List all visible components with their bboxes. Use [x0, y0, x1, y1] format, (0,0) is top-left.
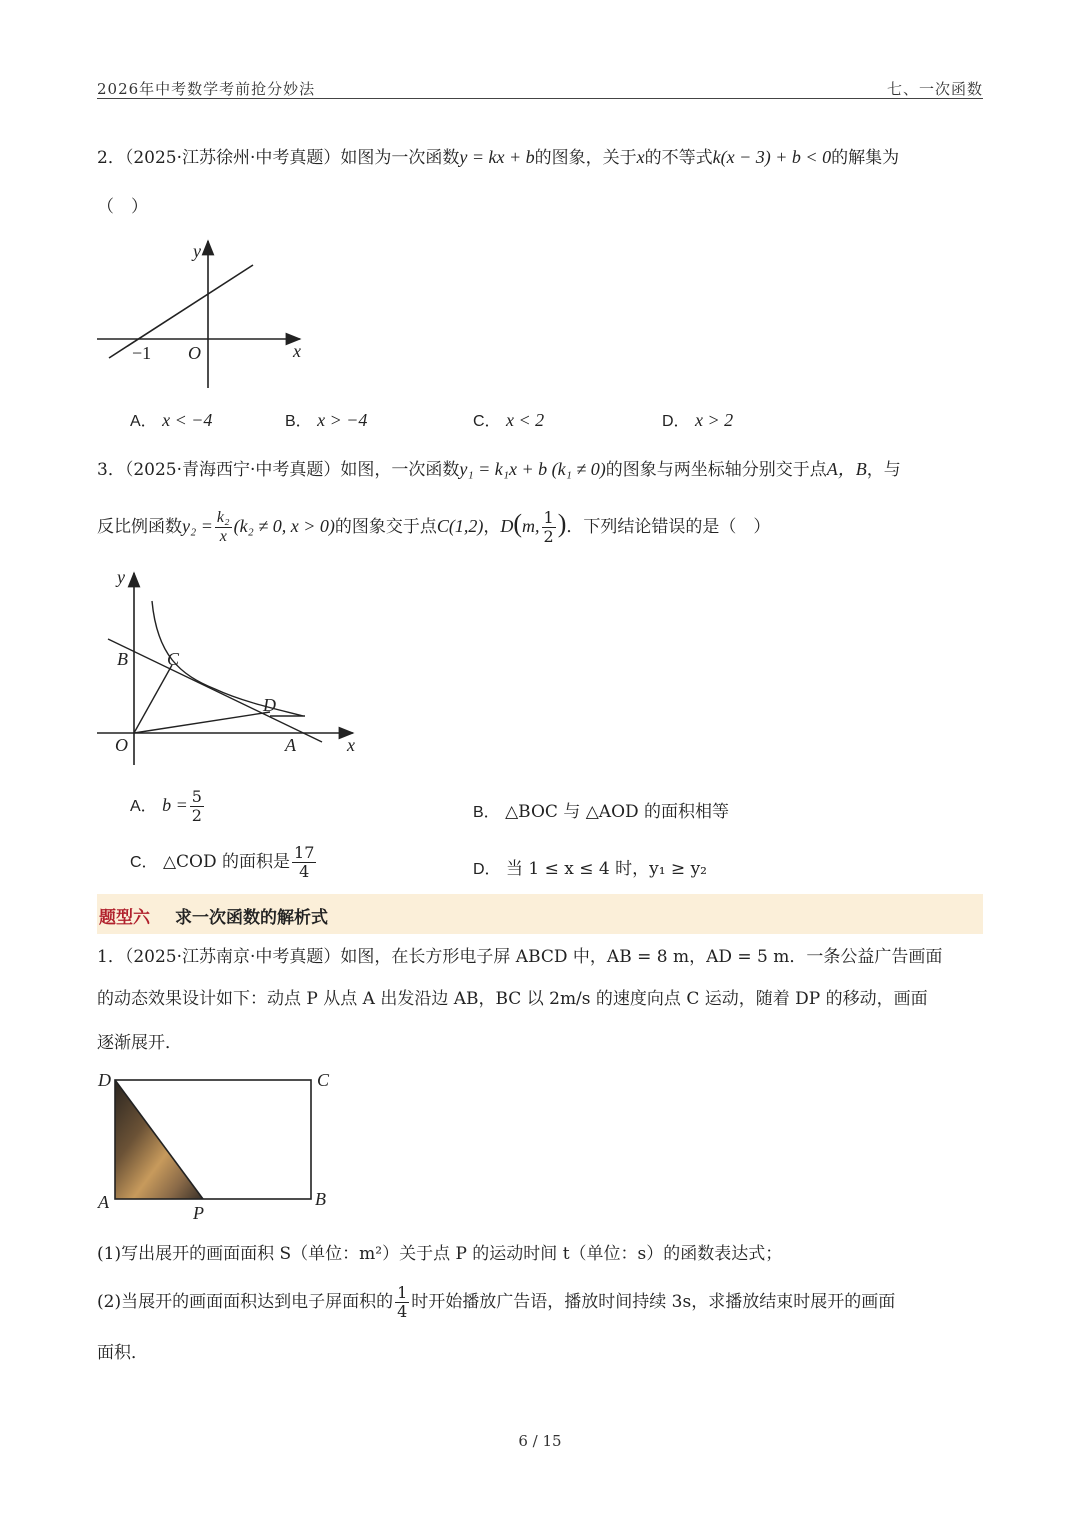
q3-option-a-text: b =	[162, 795, 188, 815]
q3-segment-od	[134, 712, 270, 733]
q2-text-a: 如图为一次函数	[340, 148, 460, 168]
q3-option-b-letter: B．	[473, 804, 500, 821]
q3-x-label: x	[347, 735, 355, 755]
q3-source: （2025·青海西宁·中考真题）	[124, 460, 341, 480]
q1-stem-line2: 的动态效果设计如下：动点 P 从点 A 出发沿边 AB，BC 以 2m/s 的速度向点 C 运动，随着 DP 的移动，画面	[97, 989, 928, 1009]
q3-point-d: D	[500, 516, 514, 536]
q1-line1: 如图，在长方形电子屏 ABCD 中，AB = 8 m，AD = 5 m．一条公益广告画面	[340, 947, 943, 967]
q3-linear-function: y₁ = k₁x + b (k₁ ≠ 0)	[459, 459, 606, 479]
q3-origin-label: O	[115, 735, 128, 755]
q3-option-d-letter: D．	[473, 861, 501, 878]
q3-paren-open: (	[513, 509, 522, 538]
section-banner	[97, 894, 983, 934]
q3-line1-a: 如图，一次函数	[340, 460, 460, 480]
q1-label-b: B	[315, 1189, 326, 1209]
q3-option-c-text: △COD 的面积是	[162, 852, 291, 872]
q2-text-c: 的不等式	[644, 148, 713, 168]
q3-label-c: C	[167, 649, 180, 669]
q2-option-c-letter: C．	[473, 413, 501, 430]
header-title: 2026年中考数学考前抢分妙法	[97, 80, 316, 98]
q1-part2-b: 时开始播放广告语，播放时间持续 3s，求播放结束时展开的画面	[411, 1292, 896, 1312]
q3-condition: (k₂ ≠ 0, x > 0)	[233, 516, 335, 536]
q1-part2-num: 1	[397, 1283, 408, 1302]
q3-option-c	[130, 844, 318, 881]
q2-var-x: x	[636, 147, 645, 167]
q3-k2-fraction	[215, 509, 232, 546]
q1-label-c: C	[317, 1070, 330, 1090]
q3-line2-b: 的图象交于点	[334, 517, 437, 537]
q2-option-c-text: x < 2	[505, 410, 545, 430]
q1-label-p: P	[193, 1203, 204, 1223]
q1-label-d: D	[98, 1070, 111, 1090]
q3-label-b: B	[117, 649, 128, 669]
q3-d-den: 2	[543, 527, 554, 546]
q3-paren-close: )	[557, 509, 567, 538]
q3-graph	[95, 565, 365, 770]
q3-line1-b: 的图象与两坐标轴分别交于点	[605, 460, 827, 480]
q3-option-a	[130, 788, 206, 825]
q3-option-b-text: △BOC 与 △AOD 的面积相等	[505, 802, 730, 822]
q1-number: 1．	[97, 947, 125, 967]
q3-points-ab: A，B	[826, 459, 867, 479]
q2-option-a-text: x < −4	[162, 410, 213, 430]
q2-x-label: x	[293, 341, 301, 361]
q3-label-a: A	[285, 735, 296, 755]
q3-point-c: C(1,2)	[436, 516, 484, 536]
q3-option-d	[473, 854, 707, 879]
q2-option-d-text: x > 2	[694, 410, 734, 430]
q3-stem-line1	[97, 456, 901, 483]
q3-option-c-num: 17	[294, 843, 315, 862]
q3-option-c-den: 4	[299, 862, 310, 881]
q2-option-a-letter: A．	[130, 413, 157, 430]
q1-stem-line1	[97, 944, 942, 970]
q1-part2-line1	[97, 1280, 895, 1324]
q3-label-d: D	[263, 695, 276, 715]
q2-option-d-letter: D．	[662, 413, 690, 430]
q2-option-c	[473, 408, 544, 431]
q2-source: （2025·江苏徐州·中考真题）	[124, 148, 341, 168]
q1-part2-line2: 面积．	[97, 1343, 148, 1363]
q3-segment-oc	[134, 665, 172, 733]
q2-inequality: k(x − 3) + b < 0	[712, 147, 832, 167]
page-number: 6 / 15	[518, 1432, 562, 1450]
q2-function-line	[109, 265, 253, 358]
section-title: 求一次函数的解析式	[175, 908, 328, 928]
q3-option-a-fraction	[190, 788, 204, 825]
q3-d-m: m,	[522, 516, 540, 536]
q2-option-b-text: x > −4	[317, 410, 368, 430]
q3-k2-den: x	[219, 528, 227, 545]
section-tag: 题型六	[99, 908, 150, 928]
q3-sep: ，	[483, 517, 501, 537]
q2-option-b-letter: B．	[285, 413, 312, 430]
q3-line-y1	[108, 639, 322, 742]
q1-source: （2025·江苏南京·中考真题）	[124, 947, 341, 967]
q3-k2-num: k₂	[216, 509, 230, 526]
q2-y-label: y	[193, 241, 201, 261]
q1-part2-a: (2)当展开的画面面积达到电子屏面积的	[97, 1292, 394, 1312]
q1-stem-line3: 逐渐展开．	[97, 1033, 182, 1053]
q3-y-label: y	[117, 567, 125, 587]
q3-number: 3．	[97, 460, 125, 480]
q2-option-d	[662, 408, 733, 431]
q3-option-b	[473, 797, 729, 822]
q1-part2-fraction	[395, 1284, 409, 1321]
q3-option-a-num: 5	[191, 787, 202, 806]
q3-d-num: 1	[543, 508, 554, 527]
q1-part1: (1)写出展开的画面面积 S（单位：m²）关于点 P 的运动时间 t（单位：s）的函数表达式；	[97, 1244, 783, 1264]
header-rule	[97, 98, 983, 99]
q2-option-b	[285, 408, 367, 431]
q3-option-a-letter: A．	[130, 798, 157, 815]
header-chapter: 七、一次函数	[886, 80, 983, 98]
q3-d-fraction	[542, 509, 556, 546]
q3-y2: y₂ =	[182, 516, 213, 536]
q3-option-c-fraction	[292, 844, 316, 881]
q3-stem-line2	[97, 502, 770, 549]
q2-option-a	[130, 408, 212, 431]
q2-origin-label: O	[188, 343, 201, 363]
q3-option-d-text: 当 1 ≤ x ≤ 4 时，y₁ ≥ y₂	[505, 859, 707, 879]
q2-number: 2．	[97, 148, 125, 168]
q3-line2-end: ．下列结论错误的是（ ）	[566, 517, 771, 537]
q3-line1-c: ，与	[866, 460, 901, 480]
q3-option-a-den: 2	[191, 806, 202, 825]
q1-figure	[95, 1068, 340, 1223]
q2-function: y = kx + b	[459, 147, 535, 167]
q3-option-c-letter: C．	[130, 854, 158, 871]
q2-text-d: 的解集为	[831, 148, 900, 168]
q1-part2-den: 4	[397, 1302, 408, 1321]
q1-label-a: A	[98, 1192, 109, 1212]
q2-answer-blank: （ ）	[97, 197, 148, 217]
q2-text-b: 的图象，关于	[534, 148, 637, 168]
q3-line2-a: 反比例函数	[97, 517, 182, 537]
q2-intercept-label: −1	[132, 343, 152, 363]
q2-stem	[97, 144, 899, 171]
q2-graph	[95, 235, 335, 395]
